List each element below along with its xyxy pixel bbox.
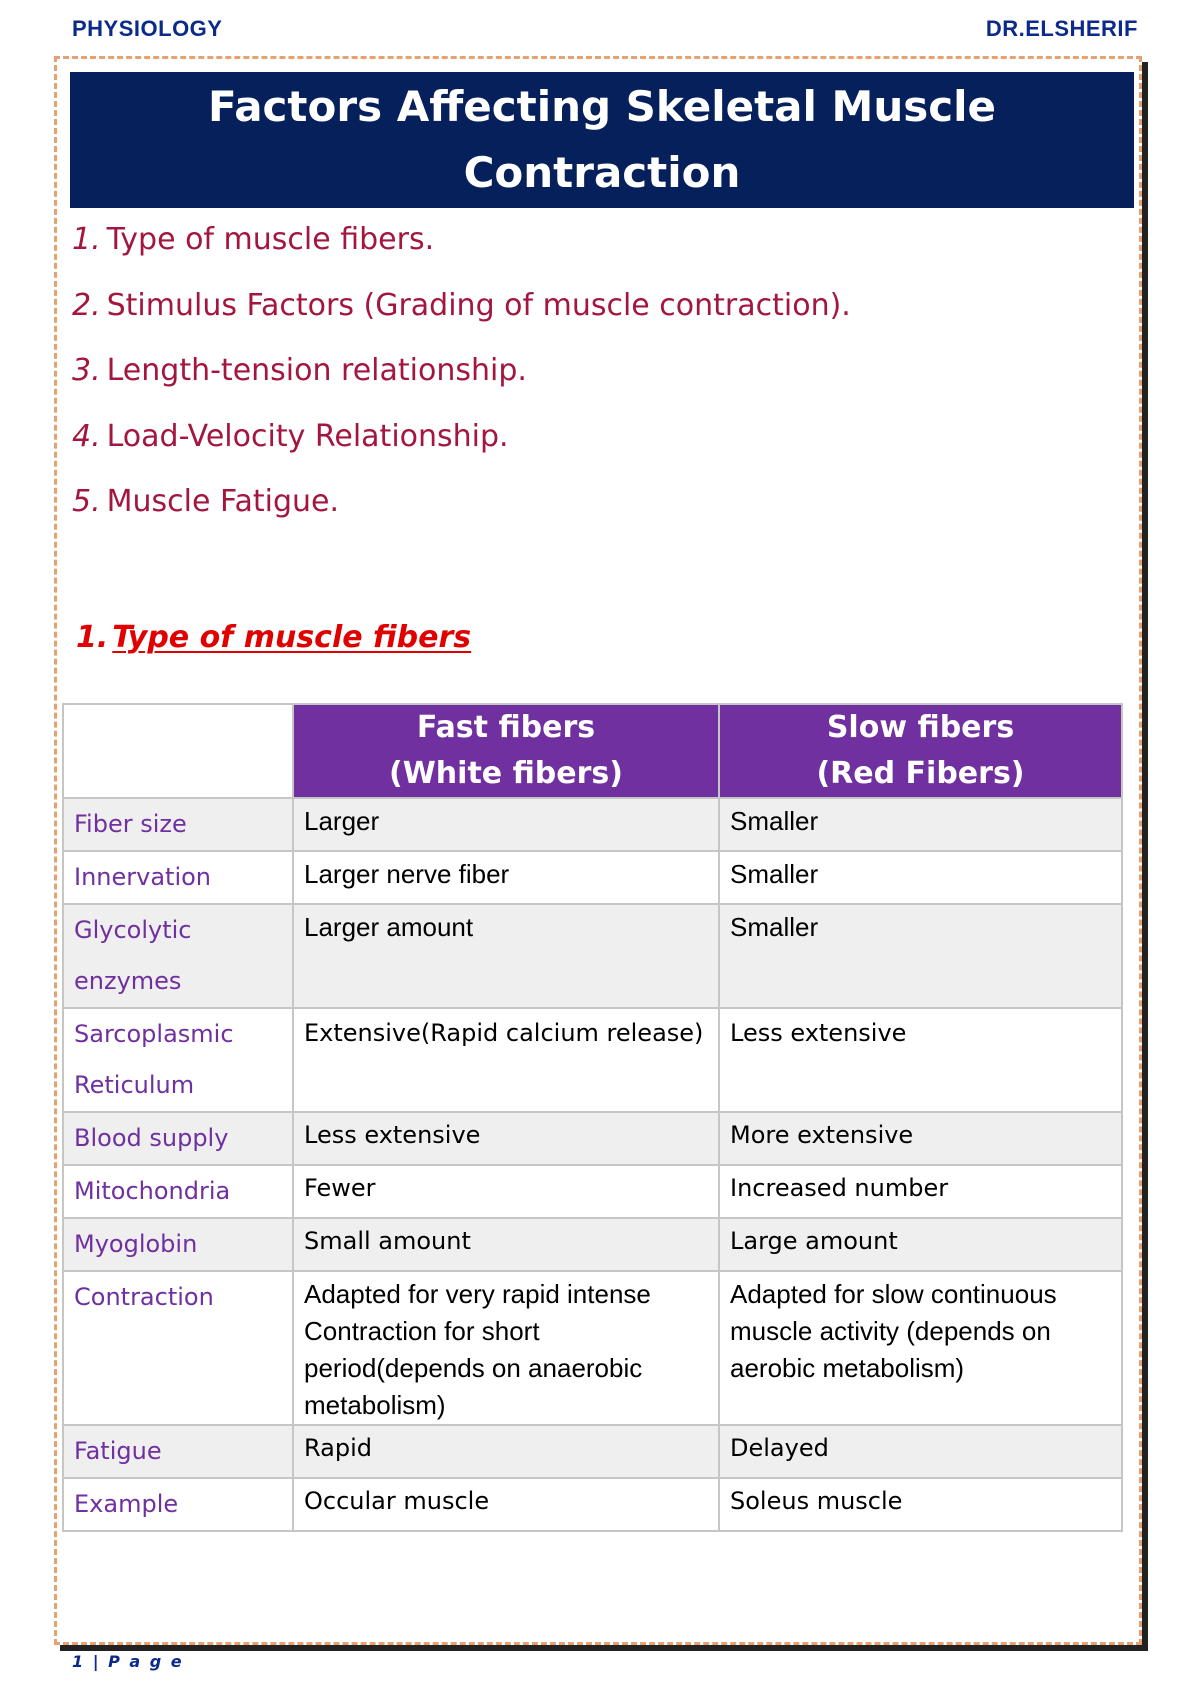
- fast-value: Larger: [293, 798, 719, 851]
- column-header-slow: [719, 704, 1122, 798]
- row-label: Example: [63, 1478, 293, 1531]
- fast-value: Less extensive: [293, 1112, 719, 1165]
- table-row: [63, 1271, 1122, 1425]
- row-label: Glycolytic enzymes: [63, 904, 293, 1008]
- factor-item: [72, 222, 851, 288]
- fast-value: Small amount: [293, 1218, 719, 1271]
- table-row: [63, 851, 1122, 904]
- factor-text: Type of muscle fibers.: [106, 222, 435, 257]
- factor-item: [72, 353, 851, 419]
- page-number: 1 | P a g e: [72, 1652, 184, 1671]
- column-header-line: Fast fibers: [416, 710, 596, 745]
- fast-value: Larger amount: [293, 904, 719, 1008]
- table-row: [63, 1425, 1122, 1478]
- slow-value: Delayed: [719, 1425, 1122, 1478]
- table-row: [63, 1218, 1122, 1271]
- table-corner-cell: [63, 704, 293, 798]
- table-row: [63, 1165, 1122, 1218]
- row-label: Fiber size: [63, 798, 293, 851]
- row-label: Mitochondria: [63, 1165, 293, 1218]
- table-header-row: [63, 704, 1122, 798]
- factor-item: [72, 419, 851, 485]
- factor-text: Length-tension relationship.: [106, 353, 527, 388]
- fast-value: Adapted for very rapid intense Contraction for short period(depends on anaerobic metabolism): [293, 1271, 719, 1425]
- table-row: [63, 1112, 1122, 1165]
- slow-value: Large amount: [719, 1218, 1122, 1271]
- title-line-2: Contraction: [463, 148, 741, 197]
- factor-text: Muscle Fatigue.: [106, 484, 340, 519]
- factor-number: 5.: [72, 484, 101, 519]
- table-row: [63, 1008, 1122, 1112]
- slow-value: Soleus muscle: [719, 1478, 1122, 1531]
- row-label: Innervation: [63, 851, 293, 904]
- slow-value: Less extensive: [719, 1008, 1122, 1112]
- column-header-line: Slow fibers: [826, 710, 1015, 745]
- slow-value: Smaller: [719, 851, 1122, 904]
- row-label: Blood supply: [63, 1112, 293, 1165]
- row-label: Sarcoplasmic Reticulum: [63, 1008, 293, 1112]
- row-label: Myoglobin: [63, 1218, 293, 1271]
- fast-value: Rapid: [293, 1425, 719, 1478]
- factor-number: 4.: [72, 418, 101, 454]
- factor-text: Stimulus Factors (Grading of muscle contraction).: [106, 287, 851, 323]
- fast-value: Extensive(Rapid calcium release): [293, 1008, 719, 1112]
- factor-item: [72, 484, 851, 550]
- column-header-line: (Red Fibers): [816, 756, 1025, 791]
- title-banner: [70, 72, 1134, 208]
- fiber-comparison-table: [62, 703, 1123, 1532]
- fast-value: Fewer: [293, 1165, 719, 1218]
- fast-value: Occular muscle: [293, 1478, 719, 1531]
- table-row: [63, 904, 1122, 1008]
- slow-value: Adapted for slow continuous muscle activity (depends on aerobic metabolism): [719, 1271, 1122, 1425]
- header-subject: PHYSIOLOGY: [72, 16, 223, 41]
- section-number: 1.: [76, 620, 109, 655]
- table-row: [63, 798, 1122, 851]
- slow-value: More extensive: [719, 1112, 1122, 1165]
- factor-number: 1.: [72, 222, 101, 257]
- table-row: [63, 1478, 1122, 1531]
- factors-list: [72, 222, 851, 550]
- row-label: Contraction: [63, 1271, 293, 1425]
- section-heading: [76, 620, 471, 655]
- factor-item: [72, 288, 851, 354]
- slow-value: Smaller: [719, 798, 1122, 851]
- factor-number: 3.: [72, 353, 101, 388]
- fast-value: Larger nerve fiber: [293, 851, 719, 904]
- factor-number: 2.: [72, 287, 101, 323]
- column-header-line: (White fibers): [389, 756, 623, 791]
- title-line-1: Factors Affecting Skeletal Muscle: [207, 82, 997, 131]
- column-header-fast: [293, 704, 719, 798]
- row-label: Fatigue: [63, 1425, 293, 1478]
- section-title: Type of muscle fibers: [112, 620, 472, 655]
- slow-value: Smaller: [719, 904, 1122, 1008]
- header-author: DR.ELSHERIF: [985, 16, 1138, 41]
- factor-text: Load-Velocity Relationship.: [106, 418, 509, 454]
- slow-value: Increased number: [719, 1165, 1122, 1218]
